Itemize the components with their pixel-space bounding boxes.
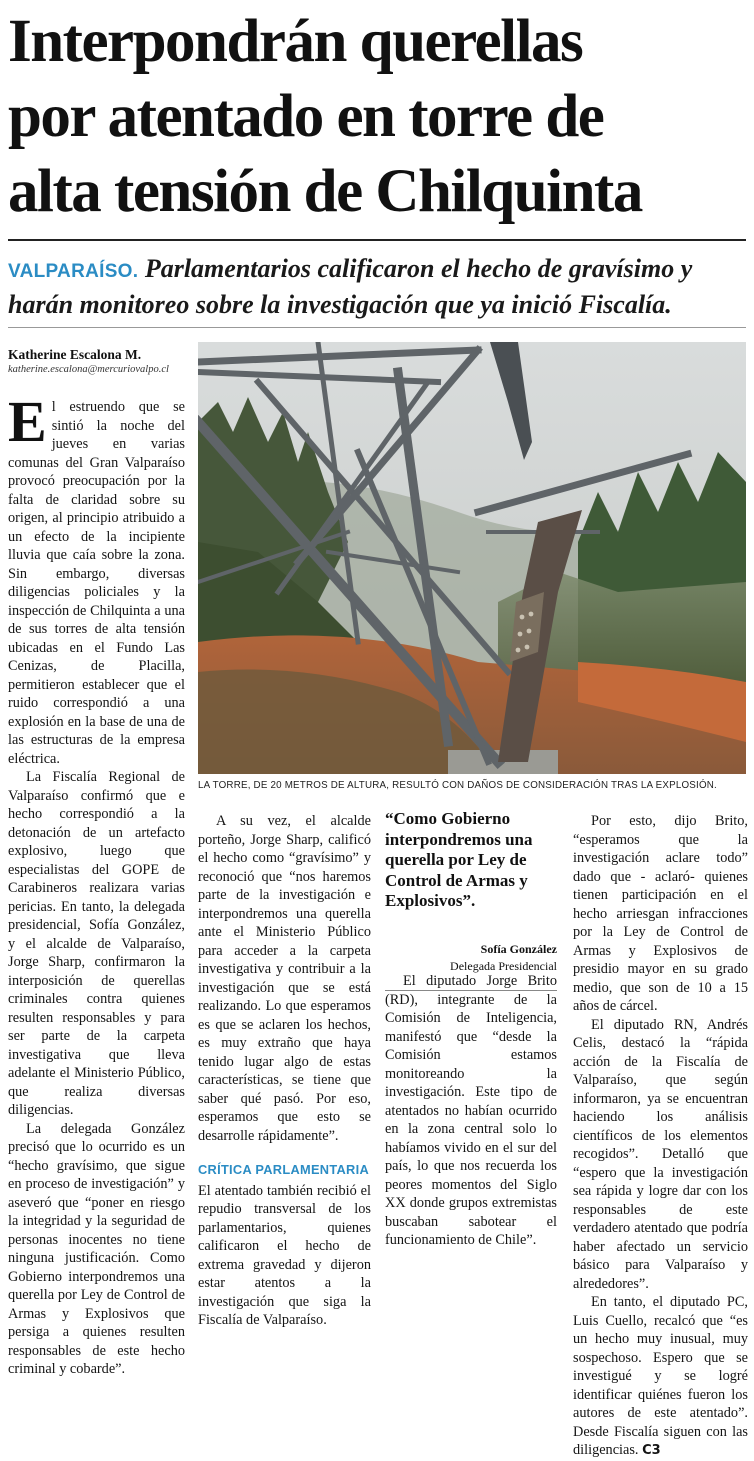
author-email: katherine.escalona@mercuriovalpo.cl (8, 364, 169, 375)
paragraph-5: El atentado también recibió el repudio transversal de los parlamentarios, quienes calificaron el hecho de extrema gravedad y dijeron estar atentos a la investigación que siga la Fiscalía de Valparaíso. (198, 1182, 371, 1328)
section-subhead: CRÍTICA PARLAMENTARIA (198, 1162, 369, 1177)
lede (8, 252, 748, 321)
paragraph-2: La Fiscalía Regional de Valparaíso confirmó que e hecho correspondió a la detonación de un artefacto explosivo, luego que especialistas del GOPE de Carabineros realizara varias pericias. En tanto, la delegada presidencial, Sofía González, y el alcalde de Valparaíso, Jorge Sharp, confirmaron la interposición de querellas criminales contra quienes resulten responsables y para ser parte de la carpeta investigativa que lleva adelante el Ministerio Público, que realiza diversas diligencias. (8, 769, 185, 1118)
paragraph-3: La delegada González precisó que lo ocurrido es un “hecho gravísimo, que sigue en proceso de investigación” y aseveró que “poner en riesgo la integridad y la seguridad de personas inocentes no tiene ninguna justificación. Como Gobierno interpondremos una querella por Ley de Control de Armas y Explosivos que persiga a quienes resulten responsables de este hecho criminal y cobarde”. (8, 1120, 185, 1377)
paragraph-6: El diputado Jorge Brito (RD), integrante de la Comisión de Inteligencia, manifestó que “desde la Comisión estamos monitoreando la investigación. Este tipo de atentados no habían ocurrido en la zona central solo lo habíamos vivido en el sur del país, lo que nos recuerda los peores momentos del Siglo XX donde grupos extremistas buscaban sabotear el funcionamiento de Chile”. (385, 973, 557, 1248)
pull-quote-name: Sofía González (480, 941, 557, 956)
author-byline (8, 346, 188, 377)
headline-rule (8, 239, 746, 241)
author-name: Katherine Escalona M. (8, 347, 142, 362)
paragraph-8: El diputado RN, Andrés Celis, destacó la “rápida acción de la Fiscalía de Valparaíso, que según informaron, ya se encuentran haciendo los análisis científicos de los elementos recogidos”. Detalló que “espero que la investigación sea rápida y logre dar con los responsables de este verdadero atentado que podría haber afectado un servicio básico para Valparaíso y alrededores”. (573, 1016, 748, 1292)
paragraph-4: A su vez, el alcalde porteño, Jorge Sharp, calificó el hecho como “gravísimo” y reconoció que “nos haremos parte de la investigación e interpondremos una querella ante el Ministerio Público para acceder a la carpeta investigativa y contribuir a la investigación que se está realizando. Lo que esperamos es que se aclaren los hechos, es muy extraño que haya tenido lugar algo de estas características, se tiene que saber qué pasó. Por eso, esperamos que esto se desarrolle rápidamente”. (198, 813, 371, 1144)
lede-rule (8, 327, 746, 328)
headline: Interpondrán querellas por atentado en torre de alta tensión de Chilquinta (8, 8, 642, 225)
pull-quote-text: “Como Gobierno interpondremos una querella por Ley de Control de Armas y Explosivos”. (385, 809, 533, 910)
pull-quote-role: Delegada Presidencial (450, 958, 557, 973)
end-mark-icon: C3 (642, 1443, 661, 1458)
article-column-1 (8, 389, 185, 1379)
paragraph-1 (8, 389, 185, 768)
paragraph-9-text: En tanto, el diputado PC, Luis Cuello, recalcó que “es un hecho muy inusual, muy sospechoso. Espero que se investigué y se logré identificar quiénes fueron los autores de este atentado”. Desde Fiscalía siguen con las diligencias. (573, 1294, 748, 1458)
photo-caption: LA TORRE, DE 20 METROS DE ALTURA, RESULTÓ CON DAÑOS DE CONSIDERACIÓN TRAS LA EXPLOSIÓN. (198, 780, 717, 791)
paragraph-1-text: l estruendo que se sintió la noche del jueves en varias comunas del Gran Valparaíso provocó preocupación por la falta de claridad sobre su origen, al principio atribuido a un efecto de la incipiente lluvia que caía sobre la zona. Sin embargo, diversas diligencias policiales y la inspección de Chilquinta a una de sus torres de alta tensión ubicadas en el Fundo Las Cenizas, de Placilla, permitieron establecer que el ruido correspondió a una explosión en la base de una de las estructuras de la empresa eléctrica. (8, 399, 185, 767)
article-column-2 (198, 812, 371, 1330)
article-column-3 (385, 972, 557, 1250)
pull-quote (385, 809, 557, 991)
lede-location-tag: VALPARAÍSO. (8, 261, 139, 282)
paragraph-9 (573, 1293, 748, 1461)
paragraph-7: Por esto, dijo Brito, “esperamos que la investigación aclare todo” dado que - aclaró- quienes tienen participación en el hecho arriesgan infracciones por la Ley de Control de Armas y Explosivos de presidio mayor en su grado medio, que son de 10 a 15 años de cárcel. (573, 813, 748, 1014)
tower-photo (198, 342, 746, 774)
lede-text: Parlamentarios calificaron el hecho de gravísimo y harán monitoreo sobre la investigación que ya inició Fiscalía. (8, 254, 693, 319)
article-column-4 (573, 812, 748, 1461)
drop-cap: E (8, 389, 47, 454)
tower-photo-image (198, 342, 746, 774)
